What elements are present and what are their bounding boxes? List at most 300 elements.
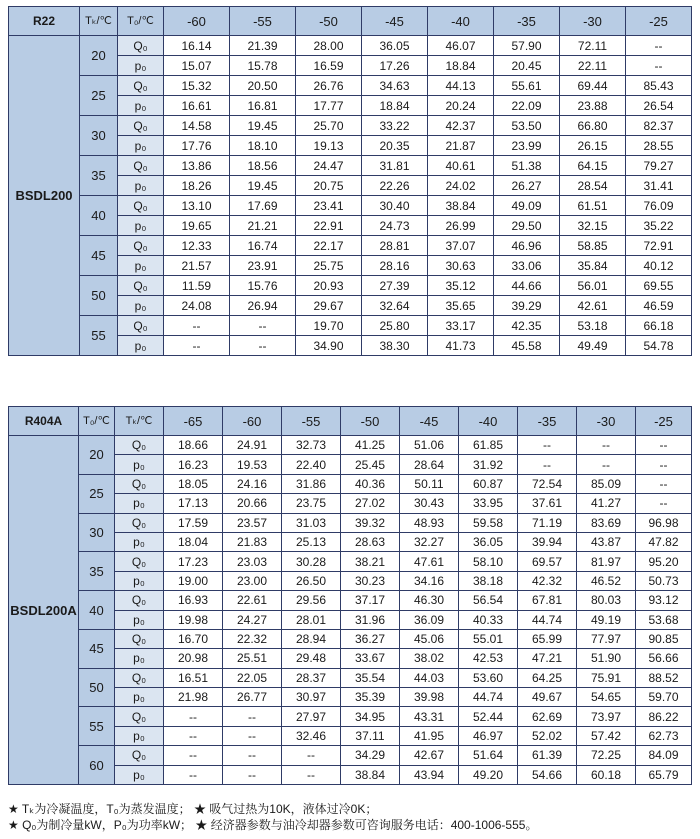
data-cell: 72.11 <box>560 36 626 56</box>
capacity-label: Q₀ <box>118 316 164 336</box>
data-cell: 28.00 <box>296 36 362 56</box>
data-cell: 41.95 <box>400 726 459 745</box>
data-cell: 12.33 <box>164 236 230 256</box>
capacity-label: Q₀ <box>115 436 164 455</box>
data-cell: -- <box>223 707 282 726</box>
data-cell: 15.07 <box>164 56 230 76</box>
data-cell: 22.26 <box>362 176 428 196</box>
capacity-label: Q₀ <box>118 276 164 296</box>
data-cell: 69.57 <box>518 552 577 571</box>
data-cell: 34.29 <box>341 746 400 765</box>
data-cell: 40.61 <box>428 156 494 176</box>
data-cell: 19.98 <box>164 610 223 629</box>
data-cell: 21.83 <box>223 532 282 551</box>
power-label: p₀ <box>115 494 164 513</box>
data-cell: 16.23 <box>164 455 223 474</box>
data-cell: 71.19 <box>518 513 577 532</box>
data-cell: 18.66 <box>164 436 223 455</box>
data-cell: 46.07 <box>428 36 494 56</box>
data-cell: 58.10 <box>459 552 518 571</box>
power-label: p₀ <box>115 649 164 668</box>
data-cell: 29.56 <box>282 591 341 610</box>
data-cell: -- <box>223 765 282 784</box>
data-cell: 30.43 <box>400 494 459 513</box>
data-cell: -- <box>518 455 577 474</box>
table-row <box>9 116 692 136</box>
data-cell: 30.63 <box>428 256 494 276</box>
capacity-label: Q₀ <box>115 629 164 648</box>
data-cell: 23.99 <box>494 136 560 156</box>
data-cell: 44.03 <box>400 668 459 687</box>
data-cell: 52.02 <box>518 726 577 745</box>
data-cell: 26.76 <box>296 76 362 96</box>
data-cell: 38.02 <box>400 649 459 668</box>
data-cell: -- <box>223 746 282 765</box>
data-cell: 35.22 <box>626 216 692 236</box>
data-cell: 86.22 <box>636 707 692 726</box>
data-cell: 39.94 <box>518 532 577 551</box>
data-cell: 18.05 <box>164 474 223 493</box>
data-cell: 27.97 <box>282 707 341 726</box>
data-cell: 38.18 <box>459 571 518 590</box>
data-cell: 18.26 <box>164 176 230 196</box>
data-cell: 42.32 <box>518 571 577 590</box>
table-row <box>9 236 692 256</box>
condensing-temp-cell: 45 <box>80 236 118 276</box>
table-row <box>9 474 692 493</box>
data-cell: -- <box>636 455 692 474</box>
data-cell: 25.75 <box>296 256 362 276</box>
table-row <box>9 196 692 216</box>
evaporating-temp-header: -35 <box>518 407 577 436</box>
data-cell: 28.01 <box>282 610 341 629</box>
power-label: p₀ <box>115 532 164 551</box>
capacity-label: Q₀ <box>115 707 164 726</box>
evaporating-temp-header: -35 <box>494 7 560 36</box>
header-row <box>9 407 692 436</box>
data-cell: 62.69 <box>518 707 577 726</box>
data-cell: -- <box>282 765 341 784</box>
data-cell: 28.94 <box>282 629 341 648</box>
data-cell: 16.61 <box>164 96 230 116</box>
data-cell: 18.56 <box>230 156 296 176</box>
data-cell: 61.51 <box>560 196 626 216</box>
condensing-temp-cell: 30 <box>79 513 115 552</box>
footnote-line-1: ★ Tₖ为冷凝温度，T₀为蒸发温度； ★ 吸气过热为10K，液体过冷0K； <box>8 802 378 816</box>
evaporating-temp-header: -55 <box>282 407 341 436</box>
data-cell: 17.23 <box>164 552 223 571</box>
data-cell: -- <box>164 746 223 765</box>
data-cell: 33.06 <box>494 256 560 276</box>
data-cell: 55.01 <box>459 629 518 648</box>
data-cell: -- <box>626 56 692 76</box>
data-cell: -- <box>577 436 636 455</box>
data-cell: 17.77 <box>296 96 362 116</box>
data-cell: 23.03 <box>223 552 282 571</box>
table-row <box>9 629 692 648</box>
data-cell: 69.55 <box>626 276 692 296</box>
evaporating-temp-header: -45 <box>362 7 428 36</box>
condensing-temp-cell: 60 <box>79 746 115 785</box>
data-cell: 49.20 <box>459 765 518 784</box>
power-label: p₀ <box>118 56 164 76</box>
data-cell: 35.84 <box>560 256 626 276</box>
data-cell: 32.15 <box>560 216 626 236</box>
data-cell: 16.59 <box>296 56 362 76</box>
condensing-temp-cell: 55 <box>79 707 115 746</box>
data-cell: 17.59 <box>164 513 223 532</box>
data-cell: 96.98 <box>636 513 692 532</box>
table-row <box>9 513 692 532</box>
data-cell: 21.98 <box>164 688 223 707</box>
data-cell: 39.32 <box>341 513 400 532</box>
data-cell: 46.97 <box>459 726 518 745</box>
condensing-temp-cell: 20 <box>80 36 118 76</box>
data-cell: 67.81 <box>518 591 577 610</box>
data-cell: 56.54 <box>459 591 518 610</box>
condensing-temp-cell: 55 <box>80 316 118 356</box>
data-cell: 36.09 <box>400 610 459 629</box>
data-cell: -- <box>164 726 223 745</box>
data-cell: 79.27 <box>626 156 692 176</box>
data-cell: 42.67 <box>400 746 459 765</box>
data-cell: -- <box>626 36 692 56</box>
data-cell: 20.35 <box>362 136 428 156</box>
data-cell: 40.33 <box>459 610 518 629</box>
data-cell: 56.66 <box>636 649 692 668</box>
header-temp-label-1: T₀/℃ <box>79 407 115 436</box>
data-cell: -- <box>164 765 223 784</box>
evaporating-temp-header: -45 <box>400 407 459 436</box>
data-cell: 49.19 <box>577 610 636 629</box>
condensing-temp-cell: 45 <box>79 629 115 668</box>
data-cell: 22.17 <box>296 236 362 256</box>
data-cell: 28.81 <box>362 236 428 256</box>
evaporating-temp-header: -55 <box>230 7 296 36</box>
data-cell: 31.96 <box>341 610 400 629</box>
data-cell: 59.70 <box>636 688 692 707</box>
data-cell: 66.80 <box>560 116 626 136</box>
power-label: p₀ <box>118 96 164 116</box>
data-cell: 20.75 <box>296 176 362 196</box>
footnotes <box>8 801 537 833</box>
data-cell: 14.58 <box>164 116 230 136</box>
data-cell: 29.67 <box>296 296 362 316</box>
data-cell: 20.24 <box>428 96 494 116</box>
condensing-temp-cell: 35 <box>80 156 118 196</box>
table-row <box>9 707 692 726</box>
data-cell: 72.25 <box>577 746 636 765</box>
data-cell: 16.81 <box>230 96 296 116</box>
data-cell: -- <box>223 726 282 745</box>
data-cell: 51.90 <box>577 649 636 668</box>
data-cell: 36.05 <box>362 36 428 56</box>
data-cell: 26.54 <box>626 96 692 116</box>
data-cell: 44.13 <box>428 76 494 96</box>
condensing-temp-cell: 30 <box>80 116 118 156</box>
data-cell: 46.52 <box>577 571 636 590</box>
data-cell: -- <box>164 316 230 336</box>
data-cell: -- <box>636 494 692 513</box>
data-cell: 25.80 <box>362 316 428 336</box>
data-cell: 65.79 <box>636 765 692 784</box>
data-cell: 21.87 <box>428 136 494 156</box>
data-cell: 45.06 <box>400 629 459 648</box>
evaporating-temp-header: -40 <box>428 7 494 36</box>
data-cell: 51.64 <box>459 746 518 765</box>
data-cell: 30.40 <box>362 196 428 216</box>
data-cell: 27.39 <box>362 276 428 296</box>
data-cell: -- <box>230 316 296 336</box>
data-cell: 20.66 <box>223 494 282 513</box>
data-cell: 85.09 <box>577 474 636 493</box>
data-cell: 21.39 <box>230 36 296 56</box>
header-temp-label-2: T₀/℃ <box>118 7 164 36</box>
data-cell: 28.63 <box>341 532 400 551</box>
capacity-label: Q₀ <box>115 474 164 493</box>
data-cell: 16.70 <box>164 629 223 648</box>
data-cell: 69.44 <box>560 76 626 96</box>
data-cell: 22.11 <box>560 56 626 76</box>
data-cell: 15.76 <box>230 276 296 296</box>
data-cell: 47.82 <box>636 532 692 551</box>
data-cell: 54.65 <box>577 688 636 707</box>
data-cell: 49.67 <box>518 688 577 707</box>
condensing-temp-cell: 40 <box>79 591 115 630</box>
data-cell: 20.93 <box>296 276 362 296</box>
condensing-temp-cell: 35 <box>79 552 115 591</box>
data-cell: 46.96 <box>494 236 560 256</box>
data-cell: -- <box>164 336 230 356</box>
data-cell: 39.98 <box>400 688 459 707</box>
data-cell: 42.35 <box>494 316 560 336</box>
data-cell: 41.73 <box>428 336 494 356</box>
evaporating-temp-header: -40 <box>459 407 518 436</box>
data-cell: 11.59 <box>164 276 230 296</box>
data-cell: 22.09 <box>494 96 560 116</box>
data-cell: 50.11 <box>400 474 459 493</box>
data-cell: 53.18 <box>560 316 626 336</box>
data-cell: 34.90 <box>296 336 362 356</box>
capacity-label: Q₀ <box>118 116 164 136</box>
data-cell: 38.21 <box>341 552 400 571</box>
data-cell: 23.41 <box>296 196 362 216</box>
power-label: p₀ <box>115 688 164 707</box>
data-cell: 18.04 <box>164 532 223 551</box>
data-cell: 37.61 <box>518 494 577 513</box>
condensing-temp-cell: 50 <box>79 668 115 707</box>
data-cell: 73.97 <box>577 707 636 726</box>
condensing-temp-cell: 50 <box>80 276 118 316</box>
capacity-label: Q₀ <box>118 76 164 96</box>
data-cell: 17.13 <box>164 494 223 513</box>
data-cell: 26.94 <box>230 296 296 316</box>
data-cell: 23.00 <box>223 571 282 590</box>
data-cell: 24.91 <box>223 436 282 455</box>
data-cell: 35.54 <box>341 668 400 687</box>
power-label: p₀ <box>118 216 164 236</box>
data-cell: 80.03 <box>577 591 636 610</box>
data-cell: 66.18 <box>626 316 692 336</box>
data-cell: 18.84 <box>428 56 494 76</box>
condensing-temp-cell: 20 <box>79 436 115 475</box>
data-cell: 31.03 <box>282 513 341 532</box>
data-cell: 46.59 <box>626 296 692 316</box>
data-cell: 88.52 <box>636 668 692 687</box>
data-cell: 32.73 <box>282 436 341 455</box>
data-cell: 23.57 <box>223 513 282 532</box>
data-cell: 61.39 <box>518 746 577 765</box>
data-cell: 82.37 <box>626 116 692 136</box>
data-cell: 18.10 <box>230 136 296 156</box>
data-cell: 44.74 <box>518 610 577 629</box>
data-cell: 28.64 <box>400 455 459 474</box>
table-row <box>9 746 692 765</box>
data-cell: 44.74 <box>459 688 518 707</box>
data-cell: 27.02 <box>341 494 400 513</box>
data-cell: 35.65 <box>428 296 494 316</box>
evaporating-temp-header: -25 <box>626 7 692 36</box>
capacity-label: Q₀ <box>118 156 164 176</box>
model-name: BSDL200A <box>9 436 79 785</box>
data-cell: 15.78 <box>230 56 296 76</box>
data-cell: 72.54 <box>518 474 577 493</box>
data-cell: 31.81 <box>362 156 428 176</box>
data-cell: 45.58 <box>494 336 560 356</box>
data-cell: -- <box>636 474 692 493</box>
data-cell: 19.70 <box>296 316 362 336</box>
data-cell: 19.45 <box>230 176 296 196</box>
refrigerant-label: R22 <box>9 7 80 36</box>
evaporating-temp-header: -60 <box>164 7 230 36</box>
data-cell: 60.18 <box>577 765 636 784</box>
r22-performance-table <box>8 6 692 356</box>
evaporating-temp-header: -25 <box>636 407 692 436</box>
data-cell: 22.05 <box>223 668 282 687</box>
data-cell: 38.30 <box>362 336 428 356</box>
data-cell: 51.06 <box>400 436 459 455</box>
table-row <box>9 668 692 687</box>
data-cell: 35.12 <box>428 276 494 296</box>
data-cell: 40.36 <box>341 474 400 493</box>
data-cell: 23.88 <box>560 96 626 116</box>
data-cell: 22.32 <box>223 629 282 648</box>
data-cell: 51.38 <box>494 156 560 176</box>
table-row <box>9 276 692 296</box>
data-cell: 37.07 <box>428 236 494 256</box>
data-cell: 26.50 <box>282 571 341 590</box>
data-cell: 37.11 <box>341 726 400 745</box>
data-cell: 16.14 <box>164 36 230 56</box>
data-cell: 35.39 <box>341 688 400 707</box>
power-label: p₀ <box>115 765 164 784</box>
data-cell: 48.93 <box>400 513 459 532</box>
data-cell: 36.05 <box>459 532 518 551</box>
data-cell: 47.61 <box>400 552 459 571</box>
data-cell: 77.97 <box>577 629 636 648</box>
model-name: BSDL200 <box>9 36 80 356</box>
data-cell: -- <box>518 436 577 455</box>
condensing-temp-cell: 25 <box>79 474 115 513</box>
power-label: p₀ <box>118 336 164 356</box>
data-cell: 32.46 <box>282 726 341 745</box>
data-cell: 38.84 <box>428 196 494 216</box>
data-cell: 31.86 <box>282 474 341 493</box>
power-label: p₀ <box>115 571 164 590</box>
data-cell: 26.77 <box>223 688 282 707</box>
data-cell: 29.48 <box>282 649 341 668</box>
data-cell: 22.40 <box>282 455 341 474</box>
data-cell: 19.45 <box>230 116 296 136</box>
data-cell: 21.57 <box>164 256 230 276</box>
data-cell: 93.12 <box>636 591 692 610</box>
power-label: p₀ <box>118 176 164 196</box>
data-cell: 22.61 <box>223 591 282 610</box>
table-row <box>9 316 692 336</box>
footnote-line-2: ★ Q₀为制冷量kW，P₀为功率kW； ★ 经济器参数与油冷却器参数可咨询服务电话：400-1006-555。 <box>8 818 538 832</box>
data-cell: 47.21 <box>518 649 577 668</box>
data-cell: -- <box>577 455 636 474</box>
data-cell: 53.60 <box>459 668 518 687</box>
refrigerant-label: R404A <box>9 407 79 436</box>
power-label: p₀ <box>115 455 164 474</box>
data-cell: 42.61 <box>560 296 626 316</box>
capacity-label: Q₀ <box>115 746 164 765</box>
table-row <box>9 156 692 176</box>
data-cell: 24.02 <box>428 176 494 196</box>
data-cell: 60.87 <box>459 474 518 493</box>
data-cell: 16.74 <box>230 236 296 256</box>
data-cell: 28.54 <box>560 176 626 196</box>
data-cell: 81.97 <box>577 552 636 571</box>
data-cell: 49.09 <box>494 196 560 216</box>
capacity-label: Q₀ <box>118 36 164 56</box>
data-cell: 72.91 <box>626 236 692 256</box>
data-cell: 15.32 <box>164 76 230 96</box>
evaporating-temp-header: -50 <box>341 407 400 436</box>
data-cell: 85.43 <box>626 76 692 96</box>
capacity-label: Q₀ <box>118 196 164 216</box>
data-cell: 54.66 <box>518 765 577 784</box>
data-cell: 53.68 <box>636 610 692 629</box>
data-cell: 30.28 <box>282 552 341 571</box>
power-label: p₀ <box>115 726 164 745</box>
data-cell: 24.73 <box>362 216 428 236</box>
data-cell: 33.17 <box>428 316 494 336</box>
data-cell: 33.95 <box>459 494 518 513</box>
data-cell: 53.50 <box>494 116 560 136</box>
power-label: p₀ <box>118 296 164 316</box>
data-cell: 59.58 <box>459 513 518 532</box>
data-cell: 58.85 <box>560 236 626 256</box>
data-cell: 16.51 <box>164 668 223 687</box>
data-cell: 65.99 <box>518 629 577 648</box>
data-cell: 40.12 <box>626 256 692 276</box>
evaporating-temp-header: -65 <box>164 407 223 436</box>
data-cell: -- <box>636 436 692 455</box>
data-cell: 28.55 <box>626 136 692 156</box>
evaporating-temp-header: -30 <box>560 7 626 36</box>
data-cell: 13.86 <box>164 156 230 176</box>
r404a-performance-table <box>8 406 692 785</box>
data-cell: 28.37 <box>282 668 341 687</box>
data-cell: 19.00 <box>164 571 223 590</box>
data-cell: 50.73 <box>636 571 692 590</box>
condensing-temp-cell: 25 <box>80 76 118 116</box>
data-cell: 26.15 <box>560 136 626 156</box>
data-cell: 57.42 <box>577 726 636 745</box>
data-cell: 24.16 <box>223 474 282 493</box>
